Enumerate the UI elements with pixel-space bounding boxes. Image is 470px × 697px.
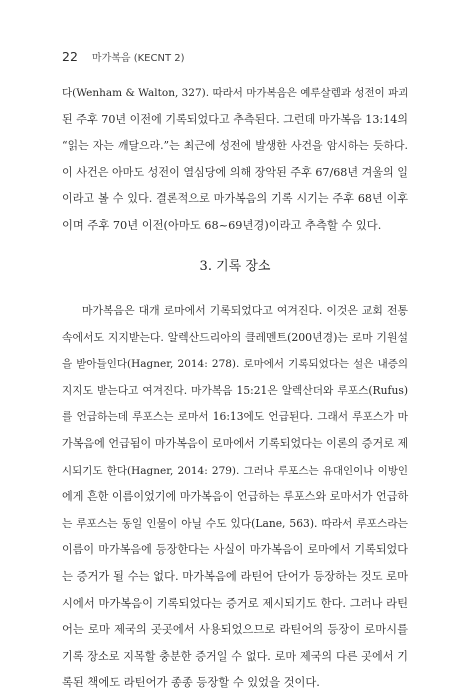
text-line: “읽는 자는 깨달으라.”는 최근에 성전에 발생한 사건을 암시하는 듯하다. — [62, 139, 408, 153]
page-number: 22 — [62, 49, 78, 64]
text-line: 이 사건은 아마도 성전이 열심당에 의해 장악된 주후 67/68년 겨울의 일 — [62, 165, 408, 179]
running-title: 마가복음 (KECNT 2) — [91, 53, 185, 64]
section-heading: 3. 기록 장소 — [199, 259, 271, 274]
text-line: 시되기도 한다(Hagner, 2014: 279). 그러나 루포스는 유대인이나 이방인 — [62, 464, 408, 477]
text-line: 이라고 볼 수 있다. 결론적으로 마가복음의 기록 시기는 주후 68년 이후 — [62, 192, 408, 206]
paragraph-dating — [62, 80, 408, 240]
text-line: 록된 책에도 라틴어가 종종 등장할 수 있었을 것이다. — [62, 676, 320, 690]
text-line: 어는 로마 제국의 곳곳에서 사용되었으므로 라틴어의 등장이 로마시를 — [62, 623, 408, 637]
text-line: 는 증거가 될 수는 없다. 마가복음에 라틴어 단어가 등장하는 것도 로마 — [62, 569, 408, 583]
text-line: 지지도 받는다고 여겨진다. 마가복음 15:21은 알렉산더와 루포스(Rufus) — [62, 383, 408, 397]
text-line: 시에서 마가복음이 기록되었다는 증거로 제시되기도 한다. 그러나 라틴 — [62, 596, 408, 610]
text-line: 를 언급하는데 루포스는 로마서 16:13에도 언급된다. 그래서 루포스가 마 — [62, 410, 408, 424]
text-line: 는 루포스는 동일 인물이 아닐 수도 있다(Lane, 563). 따라서 루포스라는 — [62, 516, 408, 530]
text-line: 된 주후 70년 이전에 기록되었다고 추측된다. 그런데 마가복음 13:14의 — [62, 112, 408, 126]
text-line: 마가복음은 대개 로마에서 기록되었다고 여겨진다. 이것은 교회 전통 — [82, 304, 408, 317]
text-line: 속에서도 지지받는다. 알렉산드리아의 클레멘트(200년경)는 로마 기원설 — [62, 330, 408, 344]
paragraph-place — [62, 298, 408, 697]
text-line: 이며 주후 70년 이전(아마도 68~69년경)이라고 추측할 수 있다. — [62, 218, 382, 232]
text-line: 가복음에 언급됨이 마가복음이 로마에서 기록되었다는 이론의 증거로 제 — [62, 436, 409, 450]
text-line: 이름이 마가복음에 등장한다는 사실이 마가복음이 로마에서 기록되었다 — [62, 543, 408, 557]
text-line: 기록 장소로 지목할 충분한 증거일 수 없다. 로마 제국의 다른 곳에서 기 — [62, 649, 408, 663]
text-line: 에게 흔한 이름이었기에 마가복음이 언급하는 루포스와 로마서가 언급하 — [62, 490, 409, 504]
text-line: 을 받아들인다(Hagner, 2014: 278). 로마에서 기록되었다는 설은 내증의 — [62, 358, 408, 371]
text-line: 다(Wenham & Walton, 327). 따라서 마가복음은 예루살렘과 성전이 파괴 — [62, 87, 409, 99]
running-head — [62, 49, 185, 65]
